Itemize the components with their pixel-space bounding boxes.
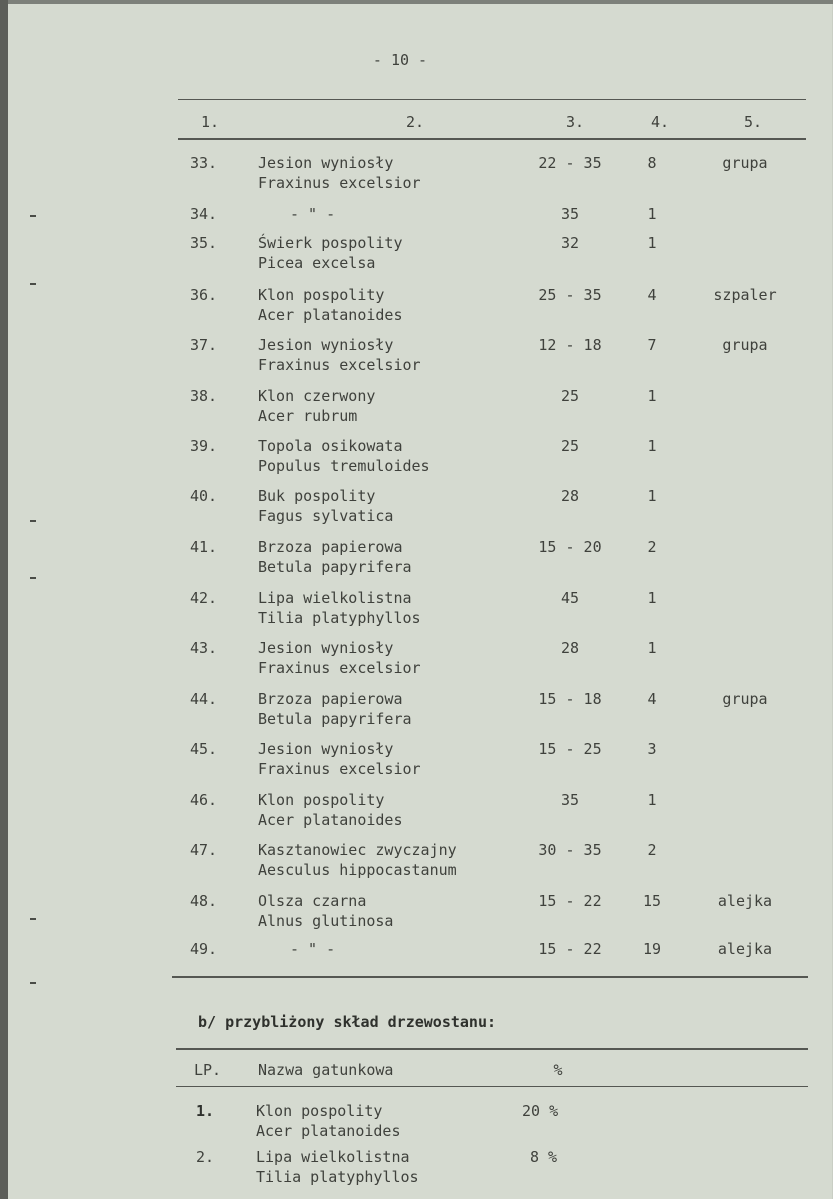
- row-number: 37.: [190, 336, 218, 354]
- species-name: Jesion wyniosły: [258, 740, 394, 758]
- scan-left-edge: [0, 0, 8, 1199]
- species-name: Topola osikowata: [258, 437, 403, 455]
- row-number: 47.: [190, 841, 218, 859]
- count: 4: [647, 286, 657, 304]
- species-name: Klon pospolity: [256, 1102, 383, 1120]
- latin-name: Acer rubrum: [258, 407, 358, 425]
- height: 35: [560, 205, 580, 223]
- row-number: 33.: [190, 154, 218, 172]
- table-header-rule: [178, 138, 806, 140]
- count: 15: [642, 892, 662, 910]
- latin-name: Alnus glutinosa: [258, 912, 394, 930]
- species-name: Buk pospolity: [258, 487, 376, 505]
- table-bottom-rule: [172, 976, 808, 978]
- latin-name: Tilia platyphyllos: [256, 1168, 419, 1186]
- row-number: 40.: [190, 487, 218, 505]
- species-name: Brzoza papierowa: [258, 538, 403, 556]
- row-number: 48.: [190, 892, 218, 910]
- count: 1: [647, 437, 657, 455]
- species-name: Jesion wyniosły: [258, 639, 394, 657]
- table-top-rule: [178, 99, 806, 100]
- percent: 20 %: [522, 1102, 559, 1120]
- row-number: 41.: [190, 538, 218, 556]
- latin-name: Aesculus hippocastanum: [258, 861, 457, 879]
- height: 15 - 18: [538, 690, 602, 708]
- header-species: Nazwa gatunkowa: [258, 1061, 394, 1079]
- count: 1: [647, 791, 657, 809]
- count: 1: [647, 487, 657, 505]
- count: 8: [647, 154, 657, 172]
- species-name: - " -: [290, 940, 336, 958]
- count: 2: [647, 538, 657, 556]
- planting-form: grupa: [722, 690, 768, 708]
- height: 15 - 22: [538, 892, 602, 910]
- row-number: 43.: [190, 639, 218, 657]
- height: 32: [560, 234, 580, 252]
- latin-name: Fraxinus excelsior: [258, 174, 421, 192]
- latin-name: Acer platanoides: [258, 811, 403, 829]
- species-name: Brzoza papierowa: [258, 690, 403, 708]
- latin-name: Acer platanoides: [256, 1122, 401, 1140]
- row-number: 42.: [190, 589, 218, 607]
- count: 1: [647, 589, 657, 607]
- row-number: 1.: [196, 1102, 215, 1120]
- species-name: Jesion wyniosły: [258, 154, 394, 172]
- composition-header-rule: [176, 1086, 808, 1087]
- count: 1: [647, 234, 657, 252]
- row-number: 34.: [190, 205, 218, 223]
- header-col-2: 2.: [405, 113, 425, 131]
- height: 15 - 22: [538, 940, 602, 958]
- species-name: Olsza czarna: [258, 892, 367, 910]
- species-name: Lipa wielkolistna: [256, 1148, 410, 1166]
- row-number: 49.: [190, 940, 218, 958]
- composition-top-rule: [176, 1048, 808, 1050]
- latin-name: Fraxinus excelsior: [258, 356, 421, 374]
- height: 28: [560, 487, 580, 505]
- header-lp: LP.: [194, 1061, 222, 1079]
- species-name: Lipa wielkolistna: [258, 589, 412, 607]
- header-col-5: 5.: [743, 113, 763, 131]
- count: 4: [647, 690, 657, 708]
- latin-name: Populus tremuloides: [258, 457, 430, 475]
- planting-form: alejka: [717, 940, 773, 958]
- header-col-4: 4.: [650, 113, 670, 131]
- count: 7: [647, 336, 657, 354]
- count: 1: [647, 205, 657, 223]
- height: 30 - 35: [538, 841, 602, 859]
- header-col-3: 3.: [565, 113, 585, 131]
- species-name: Świerk pospolity: [258, 234, 403, 252]
- count: 19: [642, 940, 662, 958]
- height: 45: [560, 589, 580, 607]
- latin-name: Acer platanoides: [258, 306, 403, 324]
- height: 28: [560, 639, 580, 657]
- height: 15 - 20: [538, 538, 602, 556]
- species-name: Klon pospolity: [258, 791, 385, 809]
- planting-form: szpaler: [713, 286, 777, 304]
- latin-name: Fagus sylvatica: [258, 507, 394, 525]
- count: 3: [647, 740, 657, 758]
- height: 25 - 35: [538, 286, 602, 304]
- row-number: 2.: [196, 1148, 215, 1166]
- height: 15 - 25: [538, 740, 602, 758]
- count: 1: [647, 639, 657, 657]
- section-heading: b/ przybliżony skład drzewostanu:: [198, 1013, 497, 1031]
- row-number: 45.: [190, 740, 218, 758]
- row-number: 35.: [190, 234, 218, 252]
- row-number: 38.: [190, 387, 218, 405]
- header-percent: %: [553, 1061, 563, 1079]
- height: 25: [560, 437, 580, 455]
- height: 22 - 35: [538, 154, 602, 172]
- height: 25: [560, 387, 580, 405]
- row-number: 44.: [190, 690, 218, 708]
- percent: 8 %: [530, 1148, 558, 1166]
- row-number: 36.: [190, 286, 218, 304]
- latin-name: Tilia platyphyllos: [258, 609, 421, 627]
- count: 1: [647, 387, 657, 405]
- row-number: 46.: [190, 791, 218, 809]
- planting-form: grupa: [722, 154, 768, 172]
- latin-name: Betula papyrifera: [258, 710, 412, 728]
- species-name: Jesion wyniosły: [258, 336, 394, 354]
- count: 2: [647, 841, 657, 859]
- latin-name: Fraxinus excelsior: [258, 659, 421, 677]
- species-name: Kasztanowiec zwyczajny: [258, 841, 457, 859]
- species-name: - " -: [290, 205, 336, 223]
- height: 35: [560, 791, 580, 809]
- latin-name: Fraxinus excelsior: [258, 760, 421, 778]
- page-number: - 10 -: [372, 51, 428, 69]
- latin-name: Picea excelsa: [258, 254, 376, 272]
- header-col-1: 1.: [200, 113, 220, 131]
- species-name: Klon pospolity: [258, 286, 385, 304]
- planting-form: alejka: [717, 892, 773, 910]
- planting-form: grupa: [722, 336, 768, 354]
- row-number: 39.: [190, 437, 218, 455]
- species-name: Klon czerwony: [258, 387, 376, 405]
- latin-name: Betula papyrifera: [258, 558, 412, 576]
- height: 12 - 18: [538, 336, 602, 354]
